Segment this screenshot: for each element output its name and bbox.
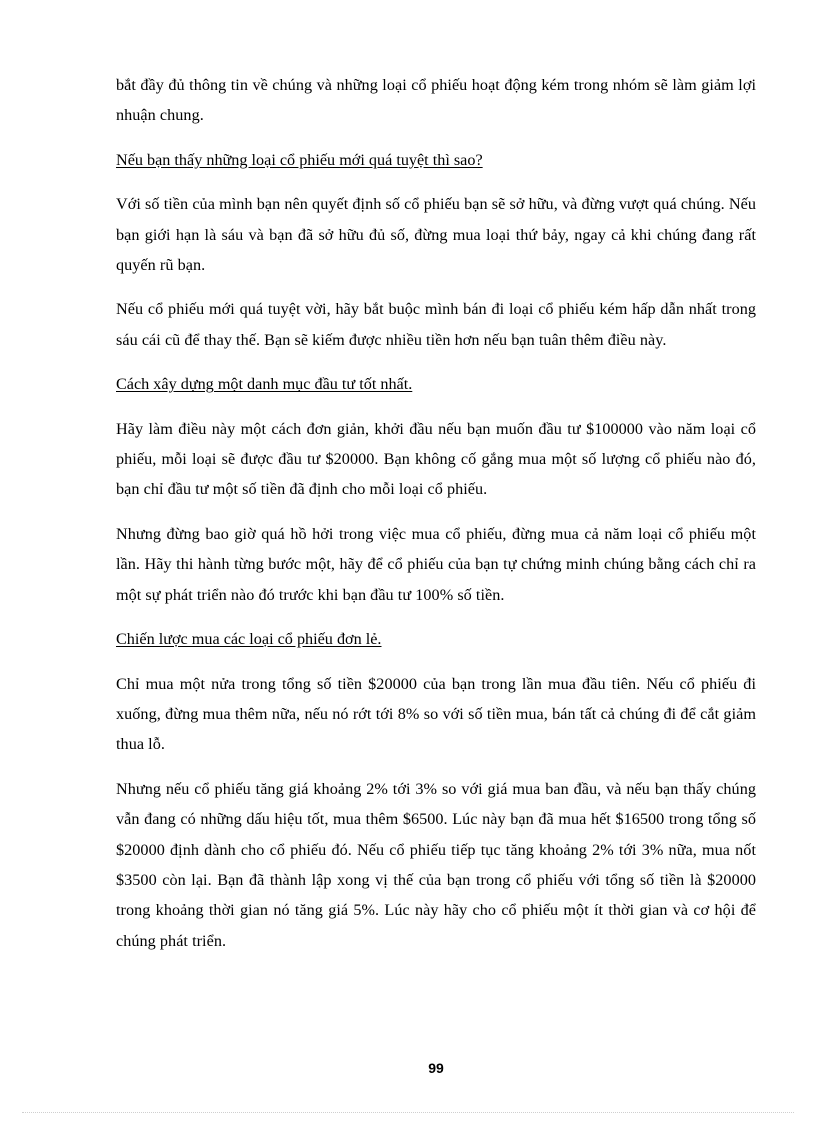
page-number: 99 xyxy=(428,1060,444,1076)
page-body xyxy=(116,70,756,970)
page-bottom-rule xyxy=(22,1112,794,1113)
section-heading: Cách xây dựng một danh mục đầu tư tốt nhất. xyxy=(116,375,413,394)
section-heading: Chiến lược mua các loại cổ phiếu đơn lẻ. xyxy=(116,630,382,649)
paragraph: Hãy làm điều này một cách đơn giản, khởi đầu nếu bạn muốn đầu tư $100000 vào năm loại cổ phiếu, mỗi loại sẽ được đầu tư $20000. Bạn không cố gắng mua một số lượng cổ phiếu nào đó, bạn chỉ đầu tư một số tiền đã định cho mỗi loại cổ phiếu. xyxy=(116,419,756,499)
section-heading: Nếu bạn thấy những loại cổ phiếu mới quá tuyệt thì sao? xyxy=(116,150,483,169)
paragraph: Nhưng nếu cổ phiếu tăng giá khoảng 2% tới 3% so với giá mua ban đầu, và nếu bạn thấy chúng vẫn đang có những dấu hiệu tốt, mua thêm $6500. Lúc này bạn đã mua hết $16500 trong tổng số $20000 định dành cho cổ phiếu đó. Nếu cổ phiếu tiếp tục tăng khoảng 2% tới 3% nữa, mua nốt $3500 còn lại. Bạn đã thành lập xong vị thế của bạn trong cổ phiếu với tổng số tiền là $20000 trong khoảng thời gian nó tăng giá 5%. Lúc này hãy cho cổ phiếu một ít thời gian và cơ hội để chúng phát triển. xyxy=(116,779,756,950)
paragraph: Chỉ mua một nửa trong tổng số tiền $20000 của bạn trong lần mua đầu tiên. Nếu cổ phiếu đi xuống, đừng mua thêm nữa, nếu nó rớt tới 8% so với số tiền mua, bán tất cả chúng đi để cắt giảm thua lỗ. xyxy=(116,674,756,754)
paragraph: Với số tiền của mình bạn nên quyết định số cổ phiếu bạn sẽ sở hữu, và đừng vượt quá chúng. Nếu bạn giới hạn là sáu và bạn đã sở hữu đủ số, đừng mua loại thứ bảy, ngay cả khi chúng đang rất quyến rũ bạn. xyxy=(116,195,756,275)
paragraph: bắt đầy đủ thông tin về chúng và những loại cổ phiếu hoạt động kém trong nhóm sẽ làm giảm lợi nhuận chung. xyxy=(116,76,756,125)
paragraph: Nhưng đừng bao giờ quá hồ hởi trong việc mua cổ phiếu, đừng mua cả năm loại cổ phiếu một lần. Hãy thi hành từng bước một, hãy để cổ phiếu của bạn tự chứng minh chúng bằng cách chỉ ra một sự phát triển nào đó trước khi bạn đầu tư 100% số tiền. xyxy=(116,524,756,604)
paragraph: Nếu cổ phiếu mới quá tuyệt vời, hãy bắt buộc mình bán đi loại cổ phiếu kém hấp dẫn nhất trong sáu cái cũ để thay thế. Bạn sẽ kiếm được nhiều tiền hơn nếu bạn tuân thêm điều này. xyxy=(116,300,756,349)
